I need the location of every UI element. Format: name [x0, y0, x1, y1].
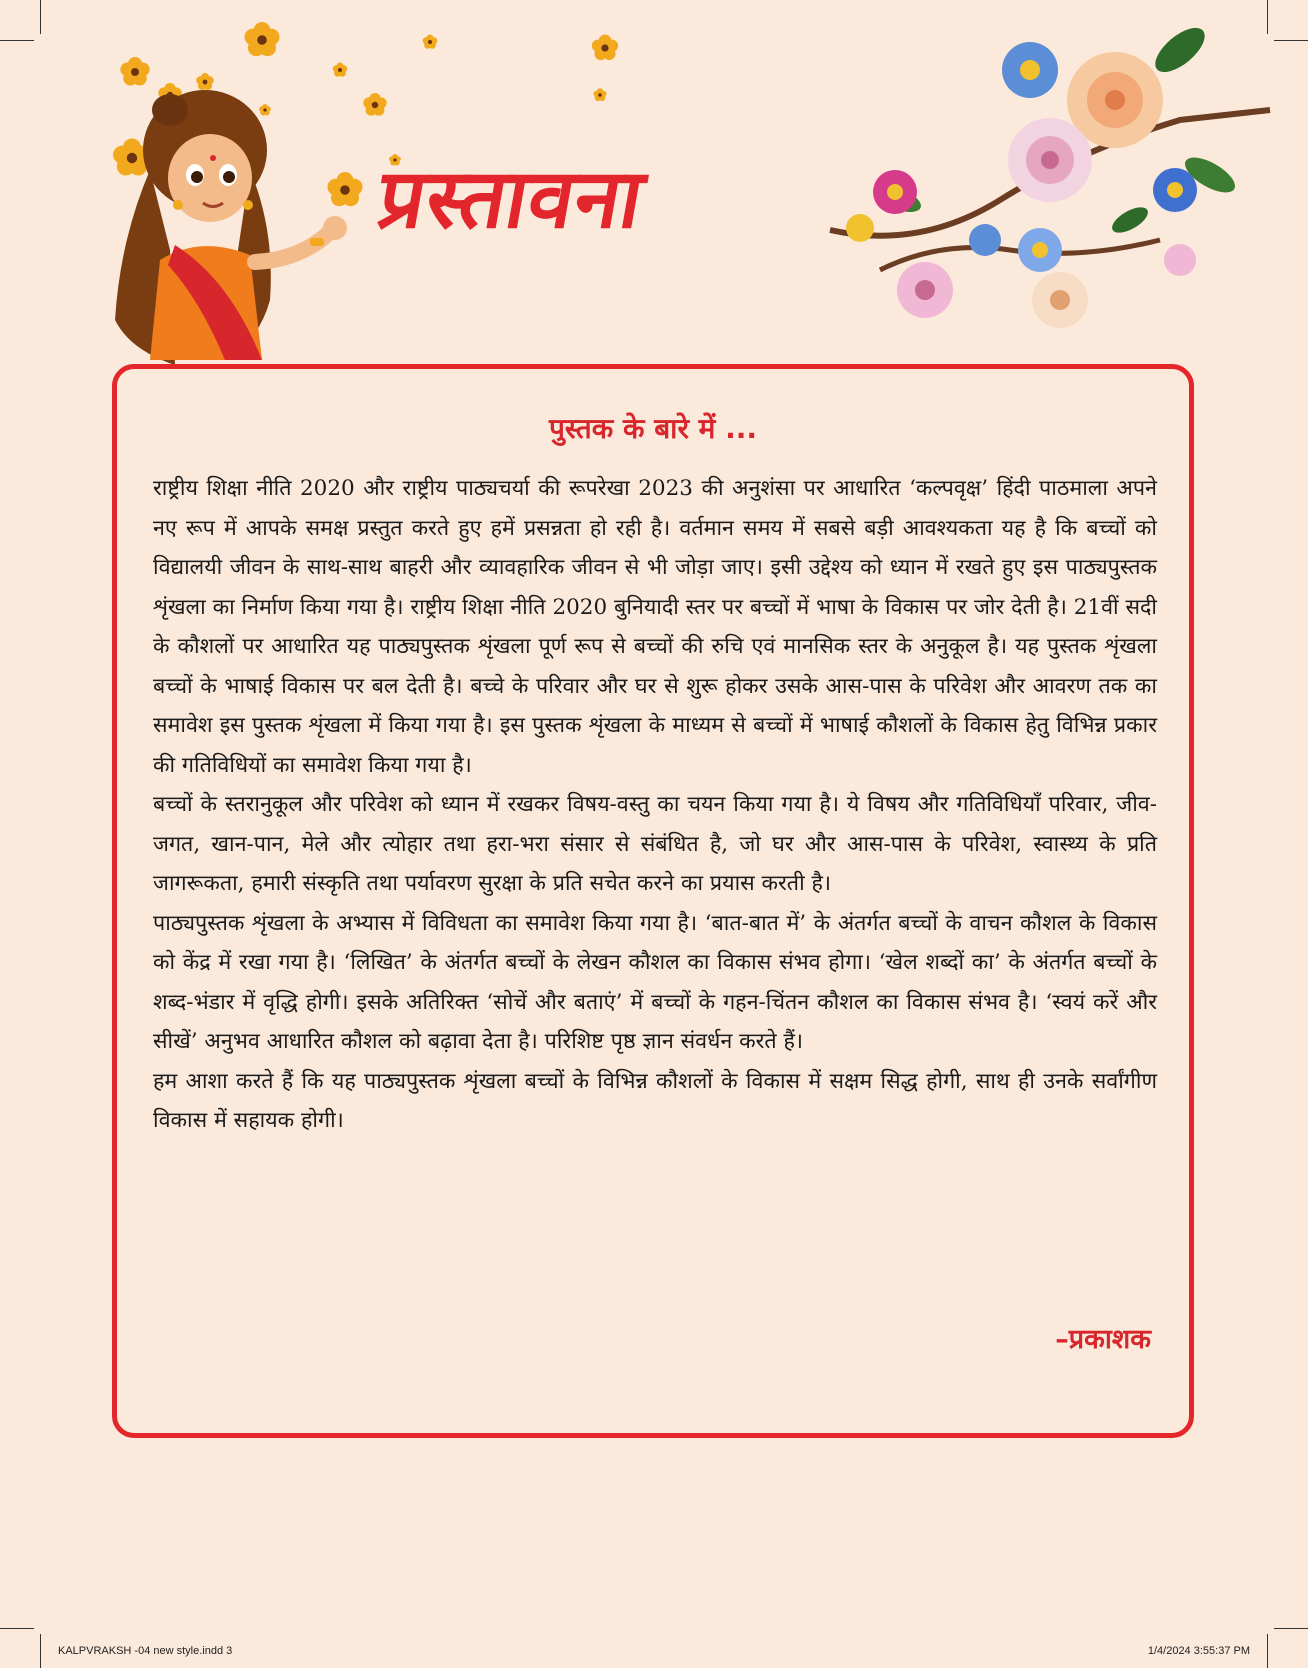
crop-mark — [1274, 1628, 1308, 1629]
crop-mark — [0, 1628, 34, 1629]
paragraph: हम आशा करते हैं कि यह पाठ्यपुस्तक शृंखला बच्चों के विभिन्न कौशलों के विकास में सक्षम सिद्ध होगी, साथ ही उनके सर्वांगीण विकास में सहायक होगी। — [153, 1068, 1157, 1133]
body-text — [153, 469, 1157, 1141]
page-title: प्रस्तावना — [371, 152, 652, 247]
paragraph: बच्चों के स्तरानुकूल और परिवेश को ध्यान में रखकर विषय-वस्तु का चयन किया गया है। ये विषय और गतिविधियाँ परिवार, जीव-जगत, खान-पान, मेले और त्योहार तथा हरा-भरा संसार से संबंधित है, जो घर और आस-पास के परिवेश, स्वास्थ्य के प्रति जागरूकता, हमारी संस्कृति तथा पर्यावरण सुरक्षा के प्रति सचेत करने का प्रयास करती है। — [153, 792, 1157, 896]
signature: –प्रकाशक — [1055, 1324, 1151, 1355]
footer-timestamp: 1/4/2024 3:55:37 PM — [1147, 1645, 1250, 1657]
paragraph: पाठ्यपुस्तक शृंखला के अभ्यास में विविधता का समावेश किया गया है। ‘बात-बात में’ के अंतर्गत बच्चों के वाचन कौशल के विकास को केंद्र में रखा गया है। ‘लिखित’ के अंतर्गत बच्चों के लेखन कौशल का विकास संभव होगा। ‘खेल शब्दों का’ के अंतर्गत बच्चों के शब्द-भंडार में वृद्धि होगी। इसके अतिरिक्त ‘सोचें और बताएं’ में बच्चों के गहन-चिंतन कौशल का विकास संभव है। ‘स्वयं करें और सीखें’ अनुभव आधारित कौशल को बढ़ावा देता है। परिशिष्ट पृष्ठ ज्ञान संवर्धन करते हैं। — [153, 910, 1157, 1054]
crop-mark — [1267, 1634, 1268, 1668]
header-illustration — [0, 0, 1308, 370]
floral-branch — [830, 20, 1270, 328]
girl-illustration — [115, 90, 347, 365]
paragraph: राष्ट्रीय शिक्षा नीति 2020 और राष्ट्रीय पाठ्यचर्या की रूपरेखा 2023 की अनुशंसा पर आधारित ‘कल्पवृक्ष’ हिंदी पाठमाला अपने नए रूप में आपके समक्ष प्रस्तुत करते हुए हमें प्रसन्नता हो रही है। वर्तमान समय में सबसे बड़ी आवश्यकता यह है कि बच्चों को विद्यालयी जीवन के साथ-साथ बाहरी और व्यावहारिक जीवन से भी जोड़ा जाए। इसी उद्देश्य को ध्यान में रखते हुए इस पाठ्यपुस्तक शृंखला का निर्माण किया गया है। राष्ट्रीय शिक्षा नीति 2020 बुनियादी स्तर पर बच्चों में भाषा के विकास पर जोर देती है। 21वीं सदी के कौशलों पर आधारित यह पाठ्यपुस्तक शृंखला पूर्ण रूप से बच्चों की रुचि एवं मानसिक स्तर के अनुकूल है। यह पुस्तक शृंखला बच्चों के भाषाई विकास पर बल देती है। बच्चे के परिवार और घर से शुरू होकर उसके आस-पास के परिवेश और आवरण तक का समावेश इस पुस्तक शृंखला में किया गया है। इस पुस्तक शृंखला के माध्यम से बच्चों में भाषाई कौशलों के विकास हेतु विभिन्न प्रकार की गतिविधियों का समावेश किया गया है। — [153, 476, 1157, 778]
footer-filename: KALPVRAKSH -04 new style.indd 3 — [58, 1645, 233, 1657]
box-heading: पुस्तक के बारे में ... — [548, 412, 758, 445]
crop-mark — [40, 1634, 41, 1668]
content-box — [112, 364, 1194, 1438]
